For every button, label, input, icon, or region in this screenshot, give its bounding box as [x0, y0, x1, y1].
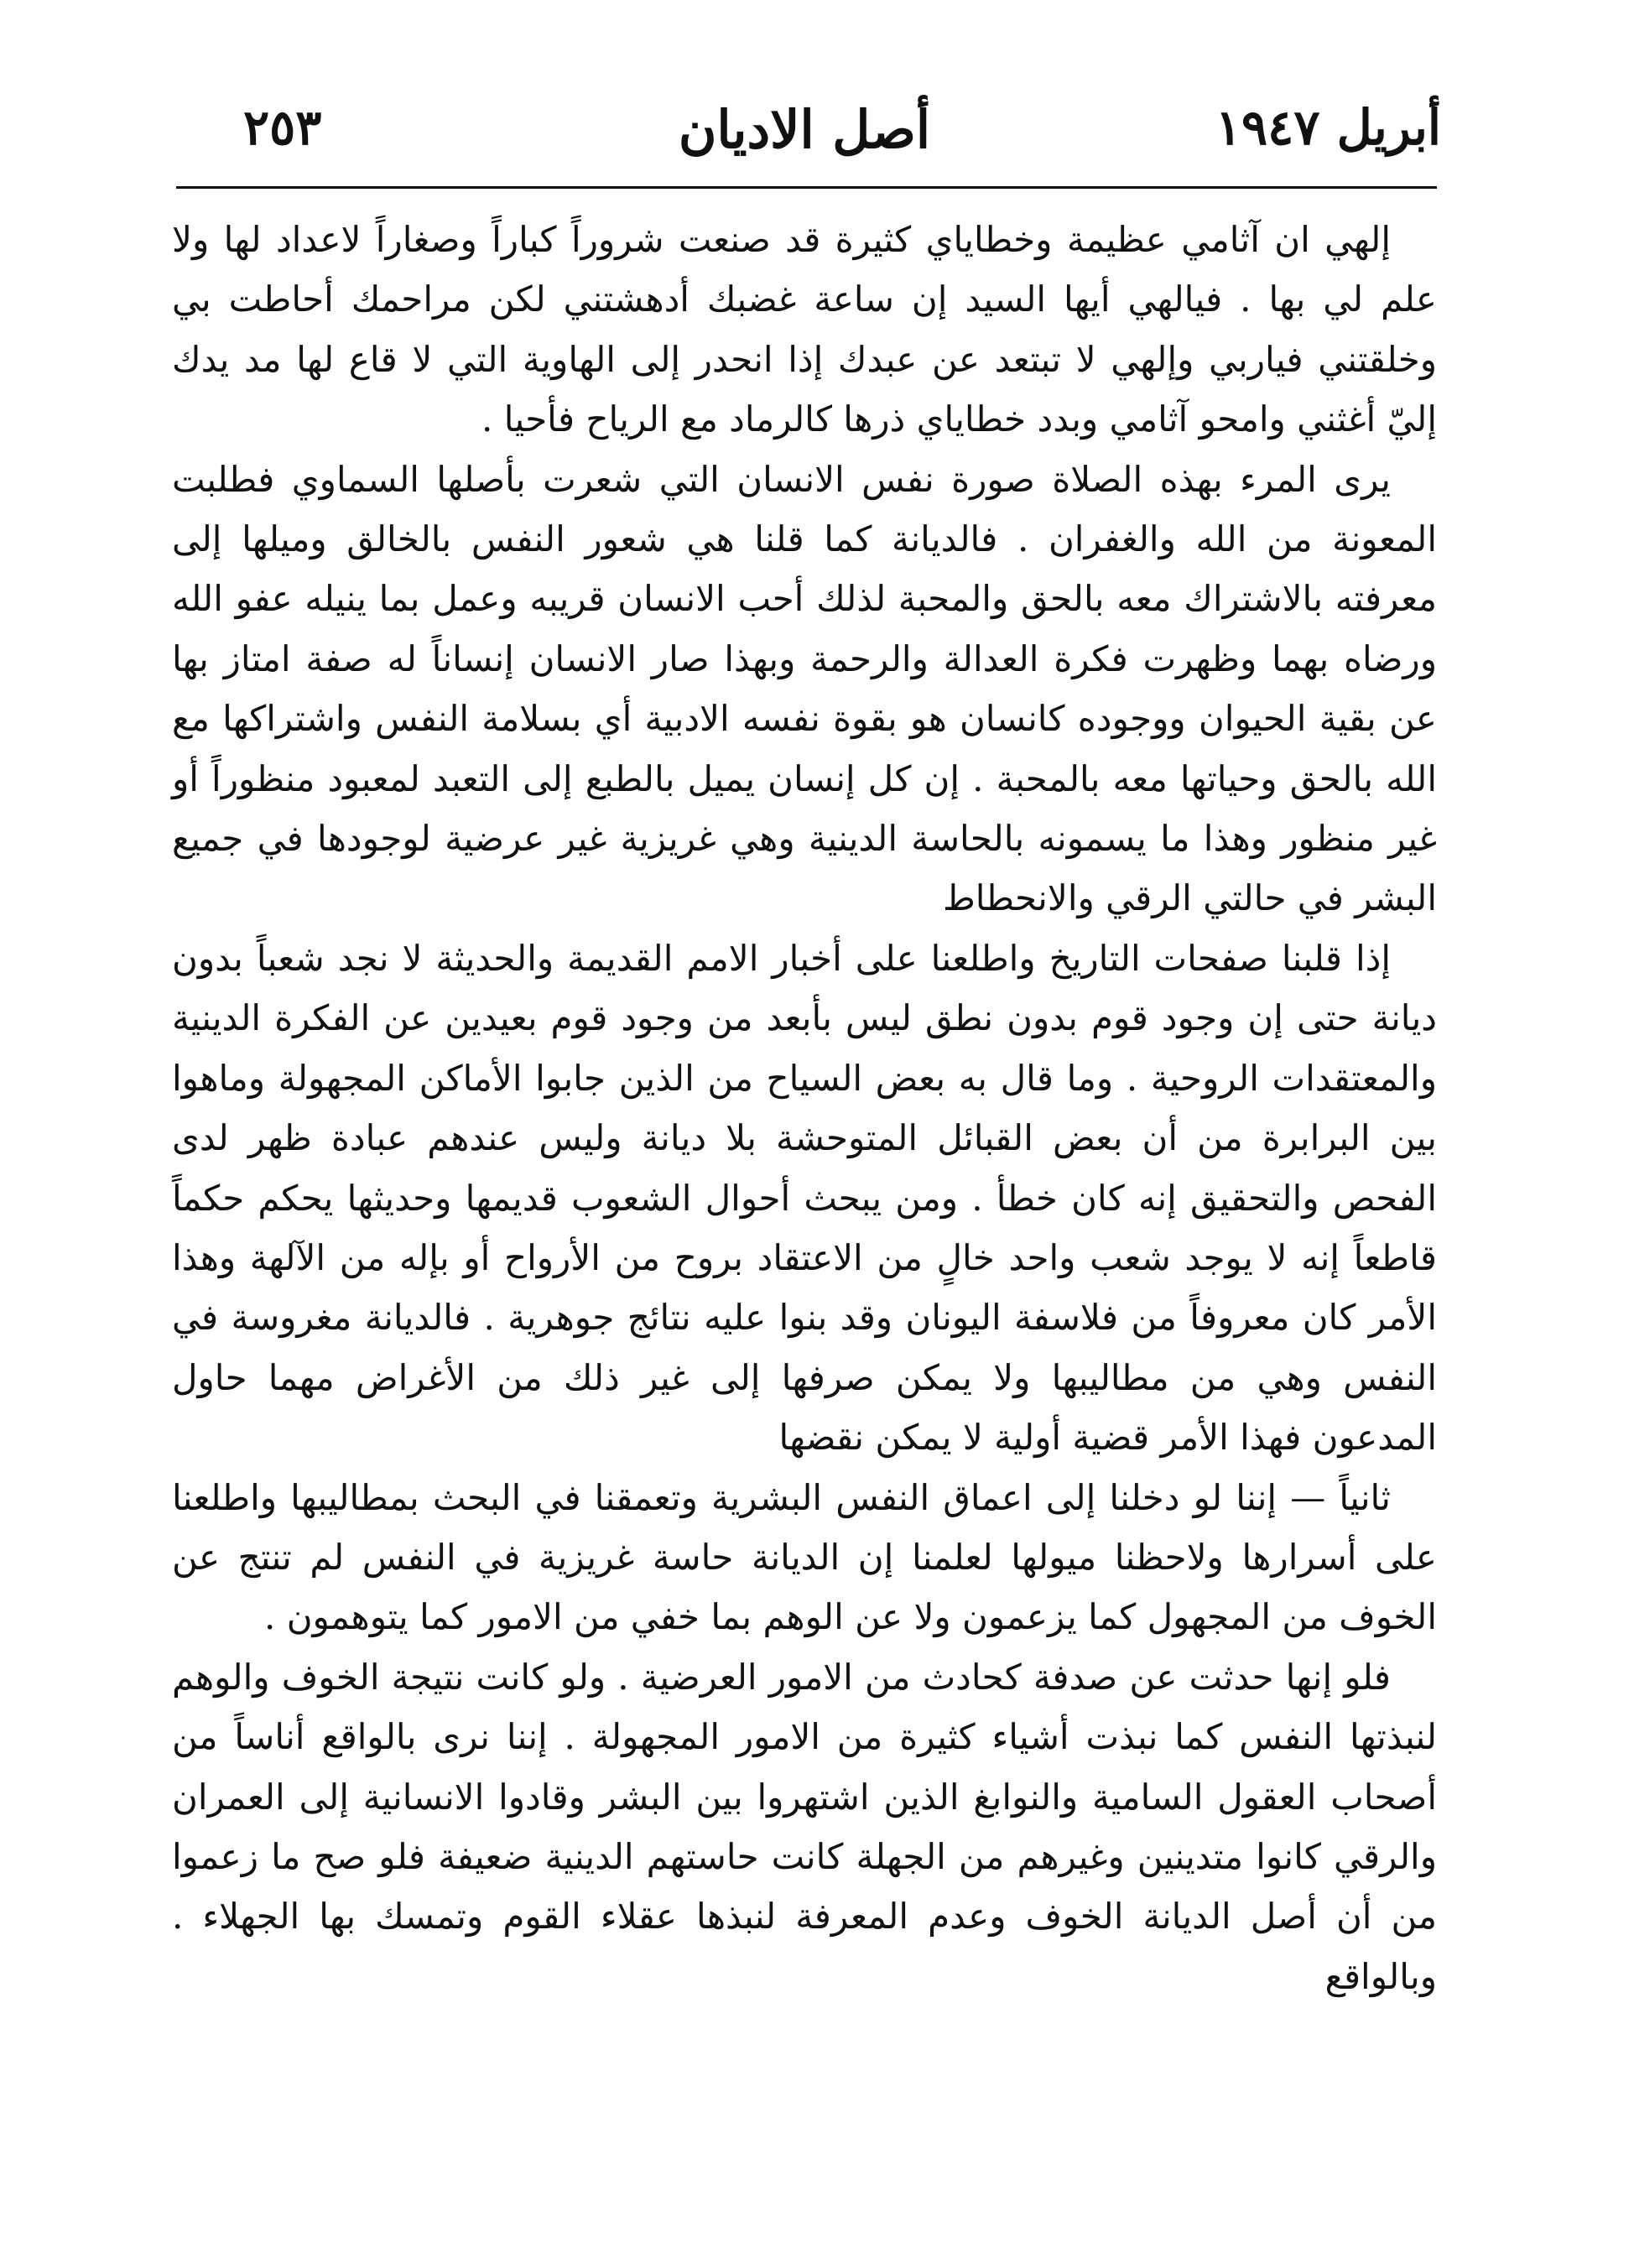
header-title: أصل الاديان — [678, 99, 931, 160]
header-date: أبريل ١٩٤٧ — [1215, 99, 1441, 156]
paragraph: إذا قلبنا صفحات التاريخ واطلعنا على أخبار الامم القديمة والحديثة لا نجد شعباً بدون ديانة حتى إن وجود قوم بدون نطق ليس بأبعد من وجود قوم بعيدين عن الفكرة الدينية والمعتقدات الروحية . وما قال به بعض السياح من الذين جابوا الأماكن المجهولة وماهوا بين البرابرة من أن بعض القبائل المتوحشة بلا ديانة وليس عندهم عبادة ظهر لدى الفحص والتحقيق إنه كان خطأ . ومن يبحث أحوال الشعوب قديمها وحديثها يحكم حكماً قاطعاً إنه لا يوجد شعب واحد خالٍ من الاعتقاد بروح من الأرواح أو بإله من الآلهة وهذا الأمر كان معروفاً من فلاسفة اليونان وقد بنوا عليه نتائج جوهرية . فالديانة مغروسة في النفس وهي من مطاليبها ولا يمكن صرفها إلى غير ذلك من الأغراض مهما حاول المدعون فهذا الأمر قضية أولية لا يمكن نقضها — [172, 937, 1437, 1459]
paragraph: إلهي ان آثامي عظيمة وخطاياي كثيرة قد صنعت شروراً كباراً وصغاراً لاعداد لها ولا علم لي بها . فيالهي أيها السيد إن ساعة غضبك أدهشتني لكن مراحمك أحاطت بي وخلقتني فياربي وإلهي لا تبتعد عن عبدك إذا انحدر إلى الهاوية التي لا قاع لها مد يدك إليّ أغثني وامحو آثامي وبدد خطاياي ذرها كالرماد مع الرياح فأحيا . — [172, 219, 1437, 440]
header-rule — [176, 186, 1437, 189]
body-text — [172, 210, 1437, 2006]
page-number: ٢٥٣ — [243, 99, 322, 156]
paragraph: يرى المرء بهذه الصلاة صورة نفس الانسان التي شعرت بأصلها السماوي فطلبت المعونة من الله والغفران . فالديانة كما قلنا هي شعور النفس بالخالق وميلها إلى معرفته بالاشتراك معه بالحق والمحبة لذلك أحب الانسان قريبه وعمل بما ينيله عفو الله ورضاه بهما وظهرت فكرة العدالة والرحمة وبهذا صار الانسان إنساناً له صفة امتاز بها عن بقية الحيوان ووجوده كانسان هو بقوة نفسه الادبية أي بسلامة النفس واشتراكها مع الله بالحق وحياتها معه بالمحبة . إن كل إنسان يميل بالطبع إلى التعبد لمعبود منظوراً أو غير منظور وهذا ما يسمونه بالحاسة الدينية وهي غريزية غير عرضية لوجودها في جميع البشر في حالتي الرقي والانحطاط — [172, 458, 1437, 919]
paragraph: فلو إنها حدثت عن صدفة كحادث من الامور العرضية . ولو كانت نتيجة الخوف والوهم لنبذتها النفس كما نبذت أشياء كثيرة من الامور المجهولة . إننا نرى بالواقع أناساً من أصحاب العقول السامية والنوابغ الذين اشتهروا بين البشر وقادوا الانسانية إلى العمران والرقي كانوا متدينين وغيرهم من الجهلة كانت حاستهم الدينية ضعيفة فلو صح ما زعموا من أن أصل الديانة الخوف وعدم المعرفة لنبذها عقلاء القوم وتمسك بها الجهلاء . وبالواقع — [172, 1656, 1437, 1997]
paragraph: ثانياً — إننا لو دخلنا إلى اعماق النفس البشرية وتعمقنا في البحث بمطاليبها واطلعنا على أسرارها ولاحظنا ميولها لعلمنا إن الديانة حاسة غريزية في النفس لم تنتج عن الخوف من المجهول كما يزعمون ولا عن الوهم بما خفي من الامور كما يتوهمون . — [172, 1476, 1437, 1638]
page-header — [168, 99, 1441, 174]
